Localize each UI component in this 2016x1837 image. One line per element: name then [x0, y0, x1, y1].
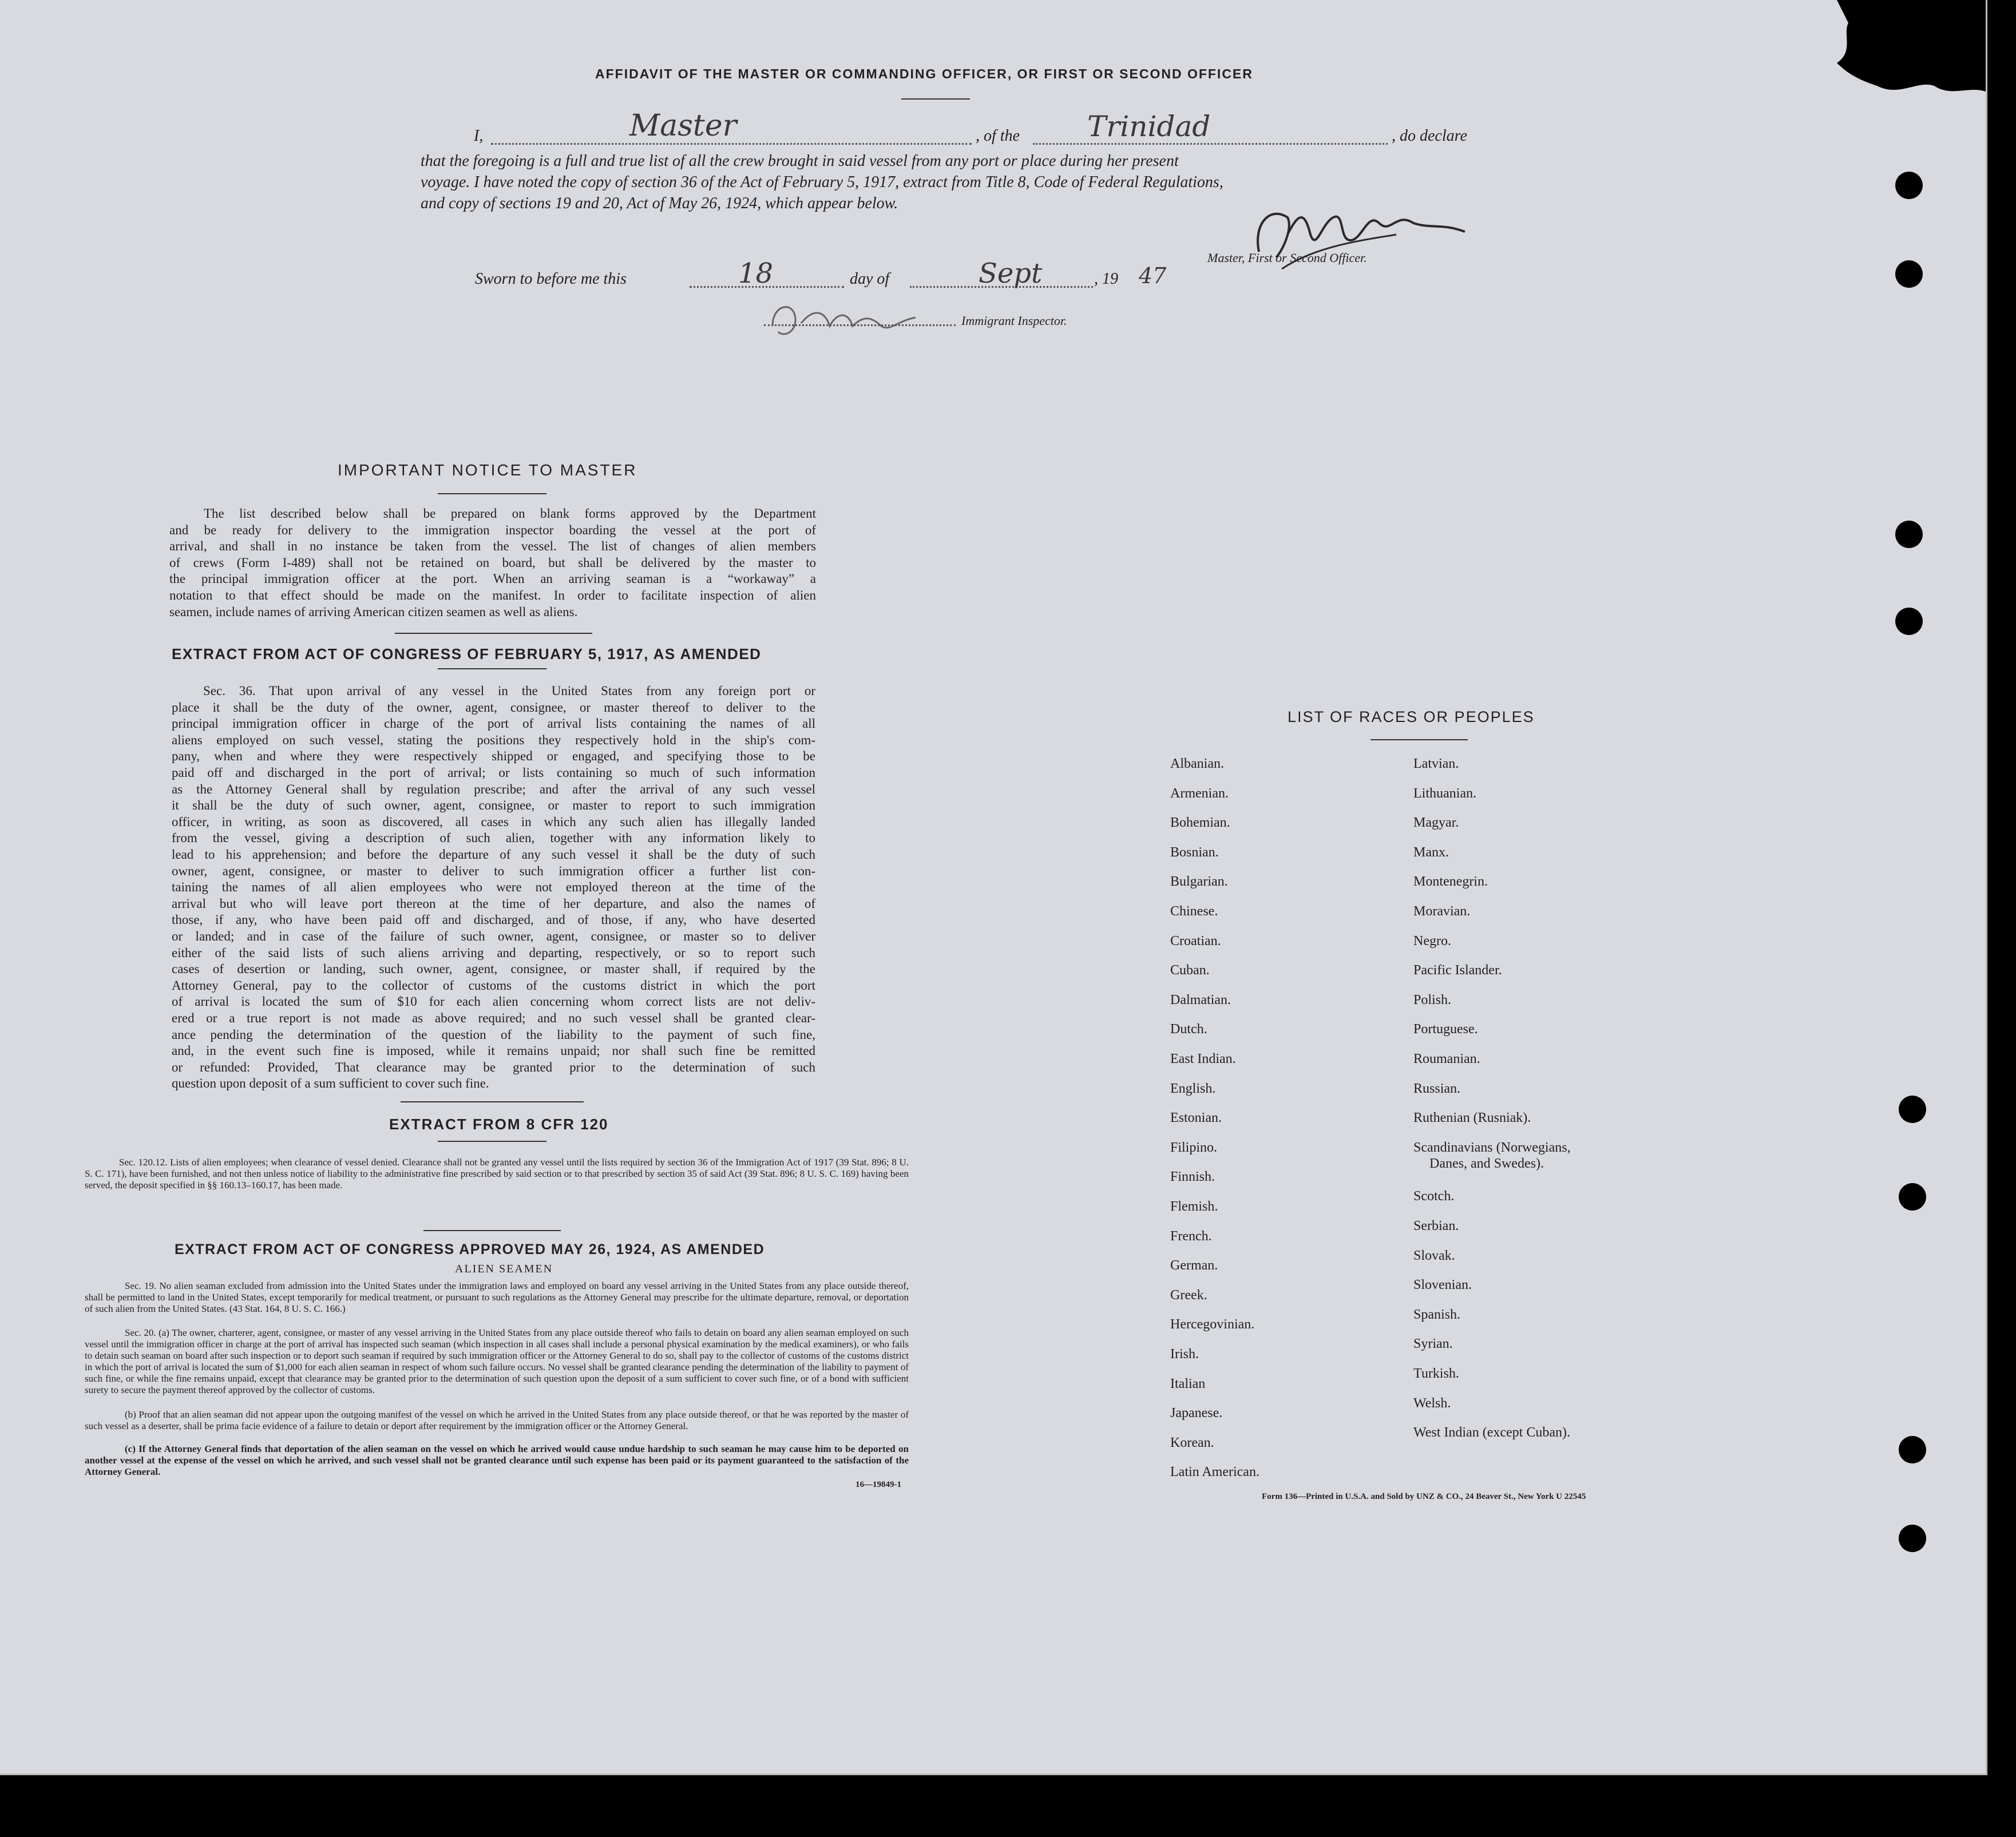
race-item: Welsh.: [1413, 1395, 1451, 1411]
race-item: Pacific Islander.: [1413, 963, 1502, 978]
race-item: Slovak.: [1413, 1248, 1455, 1263]
extract-1917-rule: [438, 668, 546, 669]
race-item: Ruthenian (Rusniak).: [1413, 1110, 1531, 1126]
race-item: Estonian.: [1170, 1110, 1222, 1126]
race-item: East Indian.: [1170, 1052, 1236, 1066]
text-line: aliens employed on such vessel, stating the positions they respectively hold in the ship's com-: [172, 732, 815, 747]
text-line: it shall be the duty of such owner, agent, consignee, or master to report to such immigration: [172, 798, 815, 813]
race-item: Armenian.: [1170, 785, 1229, 801]
race-item: Dutch.: [1170, 1022, 1207, 1037]
race-item: Cuban.: [1170, 963, 1210, 978]
races-title-rule: [1371, 739, 1468, 740]
race-item: Slovenian.: [1413, 1277, 1472, 1293]
day-of-label: day of: [850, 270, 890, 288]
text-line: principal immigration officer in charge of the port of arrival lists containing the names of all: [172, 716, 815, 731]
text-line: owner, agent, consignee, or master to deliver to such immigration officer a further list con-: [172, 863, 815, 878]
race-item: Syrian.: [1413, 1336, 1453, 1352]
affidavit-body-line3: and copy of sections 19 and 20, Act of May 26, 1924, which appear below.: [421, 195, 898, 212]
inspector-field-line: [764, 324, 956, 326]
race-item: Turkish.: [1413, 1366, 1459, 1381]
cfr-title-rule: [438, 1141, 546, 1142]
punch-hole: [1899, 1436, 1926, 1463]
name-field-line: [491, 143, 972, 145]
race-item: Finnish.: [1170, 1169, 1215, 1185]
vessel-handwritten: Trinidad: [1087, 110, 1211, 143]
notice-title: IMPORTANT NOTICE TO MASTER: [338, 461, 637, 479]
race-item: Croatian.: [1170, 933, 1221, 949]
race-item: Magyar.: [1413, 815, 1459, 831]
text-line: notation to that effect should be made on the manifest. In order to facilitate inspection of alien: [169, 588, 816, 602]
race-item: Negro.: [1413, 933, 1451, 949]
race-item: Manx.: [1413, 844, 1449, 860]
extract-1924-subtitle: ALIEN SEAMEN: [455, 1263, 553, 1275]
race-item: English.: [1170, 1081, 1216, 1096]
affidavit-i-label: I,: [474, 127, 484, 145]
punch-hole: [1899, 1096, 1926, 1123]
declare-label: , do declare: [1392, 127, 1467, 145]
race-item: Korean.: [1170, 1435, 1214, 1450]
punch-hole: [1899, 1183, 1926, 1211]
sworn-label: Sworn to before me this: [475, 270, 627, 288]
text-line: of arrival is located the sum of $10 for each alien concerning whom correct lists are not deliv-: [172, 994, 815, 1009]
cfr-text: Sec. 120.12. Lists of alien employees; when clearance of vessel denied. Clearance shall not be granted any vessel until the lists required by section 36 of the Immigration Act of 1917 (39 Stat. 896; 8 U. S. C. 171), have been furnished, and not then unless notice of liability to the administrative fine prescribed by said section or to that prescribed by section 35 of said Act (39 Stat. 896; 8 U. S. C. 169) having been served, the deposit specified in §§ 160.13–160.17, has been made.: [85, 1157, 909, 1191]
text-line: place it shall be the duty of the owner, agent, consignee, or master thereof to deliver to the: [172, 700, 815, 715]
officer-signature: [1247, 189, 1499, 280]
notice-end-rule: [395, 633, 592, 634]
race-item: Hercegovinian.: [1170, 1317, 1255, 1332]
form-footer: Form 136—Printed in U.S.A. and Sold by UNZ & CO., 24 Beaver St., New York U 22545: [1262, 1492, 1586, 1501]
text-line: ance pending the determination of the question of the liability to the payment of such fine,: [172, 1027, 815, 1042]
race-item: Greek.: [1170, 1287, 1207, 1303]
year-handwritten: 47: [1139, 263, 1167, 288]
sec-20a-paragraph: Sec. 20. (a) The owner, charterer, agent, consignee, or master of any vessel arriving in the United States from any place outside thereof who fails to detain on board any alien seaman employed on such vessel until the immigration officer in charge at the port of arrival has inspected such seaman (which inspection in all cases shall include a personal physical examination by the medical examiners), or who fails to detain such seaman on board after such inspection or to deport such seaman if required by such immigration officer or the Attorney General to do so, shall pay to the collector of customs of the customs district in which the port of arrival is located the sum of $1,000 for each alien seaman in respect of whom such failure occurs. No vessel shall be granted clearance pending the determination of the liability to payment of such fine, or while the fine remains unpaid, except that clearance may be granted prior to the determination of such question upon the deposit of a sum sufficient to cover such fine, or of a bond with sufficient surety to secure the payment thereof approved by the collector of customs.: [85, 1327, 909, 1395]
sec-19-paragraph: Sec. 19. No alien seaman excluded from admission into the United States under the immigration laws and employed on board any vessel arriving in the United States from any place outside thereof, shall be permitted to land in the United States, except temporarily for medical treatment, or pursuant to such regulations as the Attorney General may prescribe for the ultimate departure, removal, or deportation of such alien from the United States. (43 Stat. 164, 8 U. S. C. 166.): [85, 1280, 909, 1314]
race-item: Montenegrin.: [1413, 874, 1488, 890]
affidavit-body-line2: voyage. I have noted the copy of section 36 of the Act of February 5, 1917, extract from Title 8, Code of Federal Regulations,: [421, 173, 1223, 191]
sec-20b-paragraph: (b) Proof that an alien seaman did not appear upon the outgoing manifest of the vessel on which he arrived in the United States from any place outside thereof, or that he was reported by the master of such vessel as a deserter, shall be prima facie evidence of a failure to detain or deport after requirement by the immigration officer or the Attorney General.: [85, 1409, 909, 1431]
race-item: West Indian (except Cuban).: [1413, 1425, 1570, 1441]
race-item: Japanese.: [1170, 1406, 1223, 1421]
of-the-label: , of the: [976, 127, 1020, 145]
race-item: Italian: [1170, 1376, 1206, 1391]
race-item: Lithuanian.: [1413, 785, 1476, 801]
race-item: Moravian.: [1413, 904, 1471, 919]
race-item: Serbian.: [1413, 1219, 1459, 1233]
year-prefix: , 19: [1094, 270, 1118, 288]
text-line: arrival, and shall in no instance be taken from the vessel. The list of changes of alien members: [169, 539, 816, 554]
race-item: Filipino.: [1170, 1140, 1218, 1155]
race-item: French.: [1170, 1228, 1212, 1244]
extract-1917-title: EXTRACT FROM ACT OF CONGRESS OF FEBRUARY 5, 1917, AS AMENDED: [172, 645, 762, 662]
race-item: Polish.: [1413, 992, 1452, 1007]
text-line: lead to his apprehension; and before the departure of any such vessel it shall be the duty of such: [172, 847, 815, 862]
month-handwritten: Sept: [979, 257, 1043, 289]
affidavit-body-line1: that the foregoing is a full and true list of all the crew brought in said vessel from any port or place during her present: [421, 152, 1179, 170]
text-line: either of the said lists of such aliens arriving and departing, respectively, or so to report such: [172, 945, 815, 960]
text-line: and be ready for delivery to the immigration inspector boarding the vessel at the port of: [169, 522, 816, 537]
text-line: as the Attorney General shall by regulation prescribe; and after the arrival of any such vessel: [172, 781, 815, 796]
text-line: Sec. 36. That upon arrival of any vessel in the United States from any foreign port or: [203, 684, 815, 698]
day-handwritten: 18: [738, 257, 774, 289]
race-item: Bulgarian.: [1170, 874, 1228, 890]
text-line: taining the names of all alien employees who were not employed thereon at the time of the: [172, 880, 815, 895]
race-item: Flemish.: [1170, 1199, 1218, 1214]
punch-hole: [1899, 1525, 1926, 1552]
signature-label: Master, First or Second Officer.: [1207, 251, 1367, 265]
form-code: 16—19849-1: [855, 1480, 901, 1489]
race-item: Portuguese.: [1413, 1022, 1478, 1037]
inspector-signature: [761, 292, 933, 343]
text-line: those, if any, who have been paid off and discharged, and of those, if any, who have deserted: [172, 912, 815, 927]
race-item: Chinese.: [1170, 904, 1218, 919]
punch-hole: [1895, 521, 1923, 548]
race-item: Bohemian.: [1170, 815, 1230, 831]
race-item: Scandinavians (Norwegians,: [1413, 1140, 1571, 1155]
punch-hole: [1895, 608, 1923, 635]
cfr-end-rule: [423, 1230, 561, 1231]
text-line: and, in the event such fine is imposed, while it remains unpaid; nor shall such fine be remitted: [172, 1044, 815, 1058]
race-item: Danes, and Swedes).: [1429, 1156, 1544, 1171]
race-item: Irish.: [1170, 1347, 1199, 1362]
race-item: German.: [1170, 1258, 1218, 1273]
inspector-label: Immigrant Inspector.: [961, 314, 1067, 328]
text-line: paid off and discharged in the port of arrival; or lists containing so much of such information: [172, 765, 815, 780]
sec-20c-paragraph: (c) If the Attorney General finds that deportation of the alien seaman on the vessel on which he arrived would cause undue hardship to such seaman he may cause him to be deported on another vessel at the expense of the vessel on which he arrived, and such vessel shall not be granted clearance until such expense has been paid or its payment guaranteed to the satisfaction of the Attorney General.: [85, 1443, 909, 1477]
text-line: ered or a true report is not made as above required; and no such vessel shall be granted clear-: [172, 1011, 815, 1025]
text-line: the principal immigration officer at the port. When an arriving seaman is a “workaway” a: [169, 572, 816, 586]
text-line: seamen, include names of arriving American citizen seamen as well as aliens.: [169, 604, 578, 619]
race-item: Dalmatian.: [1170, 992, 1231, 1007]
race-item: Albanian.: [1170, 756, 1224, 771]
race-item: Scotch.: [1413, 1189, 1455, 1204]
name-handwritten: Master: [629, 109, 737, 143]
races-title: LIST OF RACES OR PEOPLES: [1288, 708, 1535, 725]
text-line: cases of desertion or landing, such owner, agent, consignee, or master shall, if required by the: [172, 962, 815, 977]
race-item: Roumanian.: [1413, 1052, 1480, 1066]
race-item: Russian.: [1413, 1081, 1461, 1096]
race-item: Bosnian.: [1170, 844, 1219, 860]
title-rule: [901, 98, 970, 100]
extract-1917-end-rule: [401, 1101, 584, 1102]
text-line: from the vessel, giving a description of such alien, together with any information likely to: [172, 831, 815, 846]
text-line: arrival but who will leave port thereon at the time of her departure, and also the names of: [172, 896, 815, 911]
punch-hole: [1895, 172, 1923, 199]
notice-title-rule: [438, 493, 546, 494]
cfr-title: EXTRACT FROM 8 CFR 120: [389, 1116, 609, 1133]
extract-1924-title: EXTRACT FROM ACT OF CONGRESS APPROVED MAY 26, 1924, AS AMENDED: [175, 1241, 765, 1257]
race-item: Spanish.: [1413, 1307, 1461, 1322]
text-line: Attorney General, pay to the collector of customs of the customs district in which the port: [172, 978, 815, 993]
text-line: officer, in writing, as soon as discovered, all cases in which any such alien has illegally landed: [172, 814, 815, 829]
torn-corner: [1814, 0, 1986, 103]
race-item: Latin American.: [1170, 1465, 1259, 1480]
vessel-field-line: [1033, 143, 1388, 145]
race-item: Latvian.: [1413, 756, 1459, 771]
text-line: The list described below shall be prepared on blank forms approved by the Department: [204, 506, 816, 521]
text-line: of crews (Form I-489) shall not be retained on board, but shall be delivered by the master to: [169, 555, 816, 570]
punch-hole: [1895, 260, 1923, 288]
affidavit-title: AFFIDAVIT OF THE MASTER OR COMMANDING OFFICER, OR FIRST OR SECOND OFFICER: [595, 66, 1253, 81]
text-line: question upon deposit of a sum sufficient to cover such fine.: [172, 1076, 489, 1091]
text-line: or refunded: Provided, That clearance may be granted prior to the determination of such: [172, 1060, 815, 1074]
text-line: pany, when and where they were respectively shipped or engaged, and specifying those to be: [172, 749, 815, 764]
text-line: or landed; and in case of the failure of such owner, agent, consignee, or master so to deliver: [172, 929, 815, 943]
